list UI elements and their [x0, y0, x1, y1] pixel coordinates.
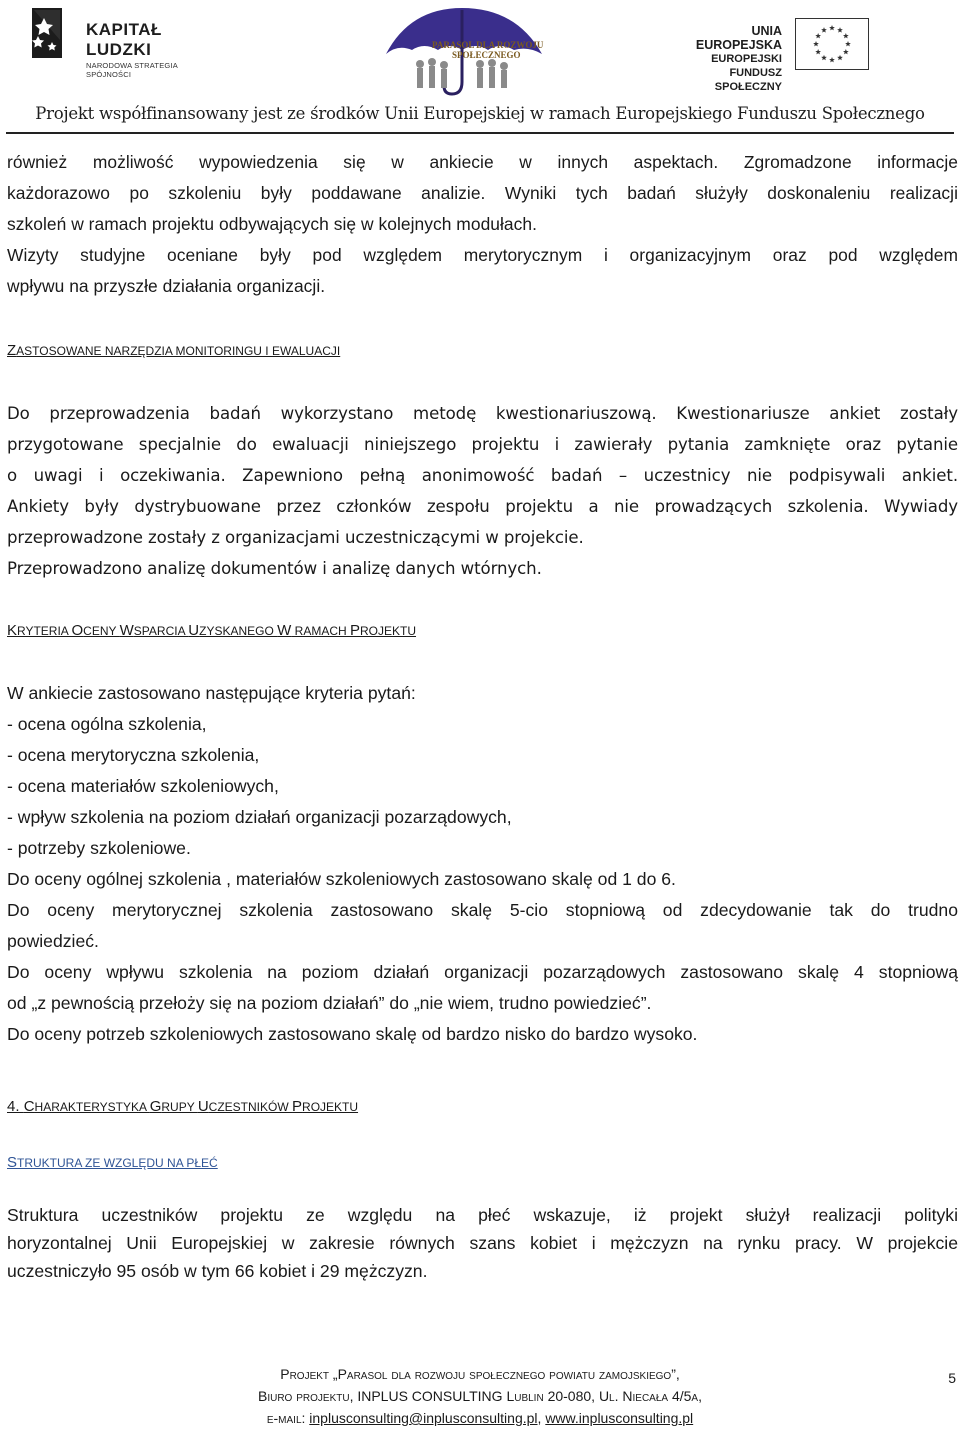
eu-star-icon — [845, 41, 851, 46]
text-line: - ocena ogólna szkolenia, — [7, 714, 207, 734]
footer-office-address: Biuro projektu, INPLUS CONSULTING Lublin 20-080, Ul. Niecała 4/5a, — [258, 1388, 702, 1404]
paragraph-gender-structure — [7, 1201, 958, 1285]
text-line: Do oceny potrzeb szkoleniowych zastosowano skalę od bardzo nisko do bardzo wysoko. — [7, 1024, 698, 1044]
heading-initial: U — [197, 1098, 209, 1115]
heading-rest: ZYSKANEGO — [199, 624, 278, 638]
text-line: uczestniczyło 95 osób w tym 66 kobiet i 29 mężczyzn. — [7, 1261, 428, 1281]
kapital-ludzki-emblem-icon — [30, 6, 86, 62]
eu-wordmark — [678, 24, 782, 94]
heading-initial: W — [277, 622, 292, 639]
text-line: powiedzieć. — [7, 931, 99, 951]
heading-initial: W — [119, 622, 134, 639]
paragraph-methods — [7, 398, 958, 584]
text-line: Wizyty studyjne oceniane były pod względem merytorycznym i organizacyjnym oraz pod względem — [7, 245, 958, 265]
heading-section-number: 4. — [7, 1098, 24, 1115]
header-divider — [6, 132, 954, 134]
footer-project-name: Projekt „Parasol dla rozwoju społecznego powiatu zamojskiego”, — [280, 1366, 680, 1382]
text-line: również możliwość wypowiedzenia się w ankiecie w innych aspektach. Zgromadzone informacje — [7, 152, 958, 172]
text-line: wpływu na przyszłe działania organizacji. — [7, 276, 326, 296]
heading-initial: O — [71, 622, 84, 639]
eu-star-icon — [813, 41, 819, 46]
heading-rest: RYTERIA — [17, 624, 72, 638]
paragraph-survey-analysis — [7, 147, 958, 302]
text-line: o uwagi i oczekiwania. Zapewniono pełną anonimowość badań – uczestnicy nie podpisywali ankiet. — [7, 466, 958, 485]
heading-rest: RAMACH — [291, 624, 350, 638]
heading-initial: C — [23, 1098, 35, 1115]
heading-evaluation-criteria — [7, 622, 416, 640]
eu-logo — [678, 12, 878, 93]
heading-initial: S — [7, 1154, 18, 1171]
text-line: przeprowadzone zostały z organizacjami uczestniczącymi w projekcie. — [7, 528, 584, 547]
heading-rest: CENY — [83, 624, 120, 638]
heading-initial: Z — [7, 342, 17, 359]
heading-initial: P — [292, 1098, 303, 1115]
eu-star-icon — [815, 49, 821, 54]
eu-title: UNIA EUROPEJSKA — [695, 24, 782, 52]
umbrella-logo-text — [432, 40, 543, 60]
eu-star-icon — [815, 33, 821, 38]
footer-contact — [0, 1410, 960, 1426]
text-line: Struktura uczestników projektu ze względu na płeć wskazuje, iż projekt służył realizacji polityki — [7, 1205, 958, 1225]
kapital-ludzki-title: KAPITAŁ LUDZKI — [86, 20, 162, 59]
page-footer — [0, 1360, 960, 1429]
kapital-ludzki-logo — [30, 6, 220, 79]
eu-star-icon — [829, 25, 835, 30]
text-line: Do oceny wpływu szkolenia na poziom działań organizacji pozarządowych zastosowano skalę 4 stopniową — [7, 962, 958, 982]
kapital-ludzki-subtitle: NARODOWA STRATEGIA SPÓJNOŚCI — [86, 61, 178, 79]
eu-star-icon — [837, 55, 843, 60]
eu-subtitle-1: EUROPEJSKI — [711, 53, 782, 65]
footer-email-link[interactable]: inplusconsulting@inplusconsulting.pl — [309, 1410, 538, 1426]
page-header — [0, 0, 960, 123]
text-line: horyzontalnej Unii Europejskiej w zakresie równych szans kobiet i mężczyzn na rynku pracy. W projekcie — [7, 1233, 958, 1253]
text-line: W ankiecie zastosowano następujące kryteria pytań: — [7, 683, 416, 703]
heading-initial: G — [149, 1098, 162, 1115]
text-line: - ocena merytoryczna szkolenia, — [7, 745, 260, 765]
heading-initial: K — [7, 622, 18, 639]
cofunding-statement: Projekt współfinansowany jest ze środków Unii Europejskiej w ramach Europejskiego Funduszu Społecznego — [35, 104, 925, 123]
umbrella-logo-line-2: SPOŁECZNEGO — [452, 50, 521, 60]
kapital-ludzki-wordmark — [86, 20, 220, 79]
eu-star-icon — [843, 33, 849, 38]
footer-website-link[interactable]: www.inplusconsulting.pl — [545, 1410, 694, 1426]
heading-monitoring-tools — [7, 342, 340, 360]
eu-star-icon — [843, 49, 849, 54]
text-line: - ocena materiałów szkoleniowych, — [7, 776, 279, 796]
text-line: - wpływ szkolenia na poziom działań organizacji pozarządowych, — [7, 807, 512, 827]
heading-initial: U — [188, 622, 200, 639]
heading-rest: HARAKTERYSTYKA — [34, 1100, 150, 1114]
text-line: od „z pewnością przełoży się na poziom działań” do „nie wiem, trudno powiedzieć”. — [7, 993, 652, 1013]
text-line: przygotowane specjalnie do ewaluacji niniejszego projektu i zawierały pytania zamknięte oraz pytanie — [7, 435, 958, 454]
paragraph-criteria-list — [7, 678, 958, 1050]
heading-rest: CZESTNIKÓW — [208, 1100, 293, 1114]
text-line: Do oceny ogólnej szkolenia , materiałów szkoleniowych zastosowano skalę od 1 do 6. — [7, 869, 676, 889]
text-line: każdorazowo po szkoleniu były poddawane analizie. Wyniki tych badań służyły doskonaleniu realizacji — [7, 183, 958, 203]
text-line: Do przeprowadzenia badań wykorzystano metodę kwestionariuszową. Kwestionariusze ankiet zostały — [7, 404, 958, 423]
heading-rest: RUPY — [161, 1100, 198, 1114]
umbrella-project-logo — [380, 2, 550, 102]
eu-star-icon — [821, 27, 827, 32]
footer-separator: , — [537, 1410, 546, 1426]
text-line: Przeprowadzono analizę dokumentów i analizę danych wtórnych. — [7, 559, 542, 578]
eu-subtitle-2: FUNDUSZ SPOŁECZNY — [714, 67, 782, 93]
heading-initial: P — [349, 622, 360, 639]
text-line: Ankiety były dystrybuowane przez członków zespołu projektu a nie prowadzących szkolenia. Wywiady — [7, 497, 958, 516]
eu-star-icon — [837, 27, 843, 32]
text-line: szkoleń w ramach projektu odbywających się w kolejnych modułach. — [7, 214, 537, 234]
umbrella-logo-line-1: PARASOL DLA ROZWOJU — [432, 40, 544, 50]
heading-rest: ROJEKTU — [360, 624, 417, 638]
eu-star-icon — [829, 57, 835, 62]
heading-rest: TRUKTURA ZE WZGLĘDU NA PŁEĆ — [17, 1156, 218, 1170]
heading-section-4 — [7, 1098, 358, 1116]
heading-gender-structure — [7, 1154, 218, 1172]
eu-flag-icon — [795, 18, 869, 70]
text-line: Do oceny merytorycznej szkolenia zastosowano skalę 5-cio stopniową od zdecydowanie tak do trudno — [7, 900, 958, 920]
text-line: - potrzeby szkoleniowe. — [7, 838, 191, 858]
footer-email-label: e-mail: — [266, 1410, 310, 1426]
page-number: 5 — [948, 1370, 956, 1386]
heading-rest: ASTOSOWANE NARZĘDZIA MONITORINGU I EWALUACJI — [16, 344, 341, 358]
heading-rest: ROJEKTU — [302, 1100, 359, 1114]
heading-rest: SPARCIA — [133, 624, 189, 638]
eu-star-icon — [821, 55, 827, 60]
